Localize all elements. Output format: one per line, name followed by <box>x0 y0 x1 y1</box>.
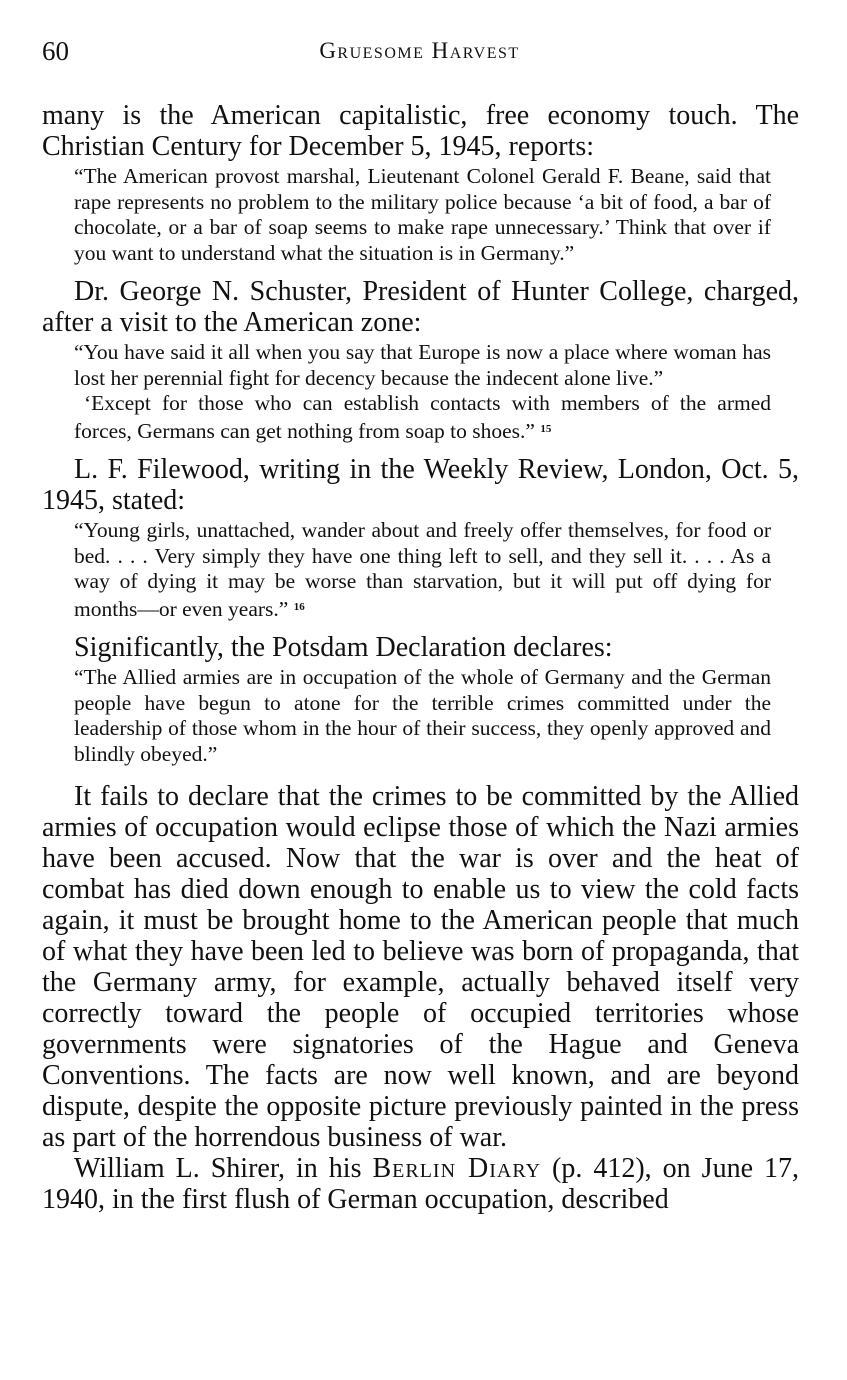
quote-schuster-1: “You have said it all when you say that Europe is now a place where woman has lost her perennial fight for decency because the indecent alone live.” <box>74 340 771 390</box>
paragraph-6 <box>42 1153 799 1215</box>
book-title-berlin-diary: Berlin Diary <box>372 1153 542 1184</box>
paragraph-6-before: William L. Shirer, in his <box>74 1153 373 1184</box>
page-header <box>42 36 797 72</box>
page-number: 60 <box>42 36 69 66</box>
footnote-ref-16: 16 <box>293 600 305 613</box>
paragraph-3: L. F. Filewood, writing in the Weekly Review, London, Oct. 5, 1945, stated: <box>42 454 799 516</box>
paragraph-1: many is the American capitalistic, free economy touch. The Christian Century for December 5, 1945, reports: <box>42 100 799 162</box>
paragraph-6-after: (p. 412), on June 17, 1940, in the first flush of German occupation, described <box>42 1153 799 1215</box>
footnote-ref-15: 15 <box>540 422 552 435</box>
quote-filewood <box>74 518 771 622</box>
quote-schuster-2-text: ‘Except for those who can establish contacts with members of the armed forces, Germans can get nothing from soap to shoes.” <box>74 391 771 443</box>
paragraph-2: Dr. George N. Schuster, President of Hunter College, charged, after a visit to the American zone: <box>42 276 799 338</box>
quote-schuster-2 <box>74 391 771 444</box>
quote-filewood-text: “Young girls, unattached, wander about and freely offer themselves, for food or bed. . . . Very simply they have one thing left to sell, and they sell it. . . . As a way of dying it may be worse than starvation, but it will put off dying for months—or even years.” <box>74 518 771 621</box>
quote-potsdam: “The Allied armies are in occupation of the whole of Germany and the German people have begun to atone for the terrible crimes committed under the leadership of those whom in the hour of their success, they openly approved and blindly obeyed.” <box>74 665 771 766</box>
running-title: Gruesome Harvest <box>319 38 520 63</box>
page-body <box>42 100 799 1215</box>
paragraph-4: Significantly, the Potsdam Declaration declares: <box>74 632 613 663</box>
paragraph-5: It fails to declare that the crimes to be committed by the Allied armies of occupation would eclipse those of which the Nazi armies have been accused. Now that the war is over and the heat of combat has died down enough to enable us to view the cold facts again, it must be brought home to the American people that much of what they have been led to believe was born of propaganda, that the Germany army, for example, actually behaved itself very correctly toward the people of occupied territories whose governments were signatories of the Hague and Geneva Conventions. The facts are now well known, and are beyond dispute, despite the opposite picture previously painted in the press as part of the horrendous business of war. <box>42 781 799 1153</box>
quote-provost-marshal: “The American provost marshal, Lieutenant Colonel Gerald F. Beane, said that rape represents no problem to the military police because ‘a bit of food, a bar of chocolate, or a bar of soap seems to make rape unnecessary.’ Think that over if you want to understand what the situation is in Germany.” <box>74 164 771 265</box>
